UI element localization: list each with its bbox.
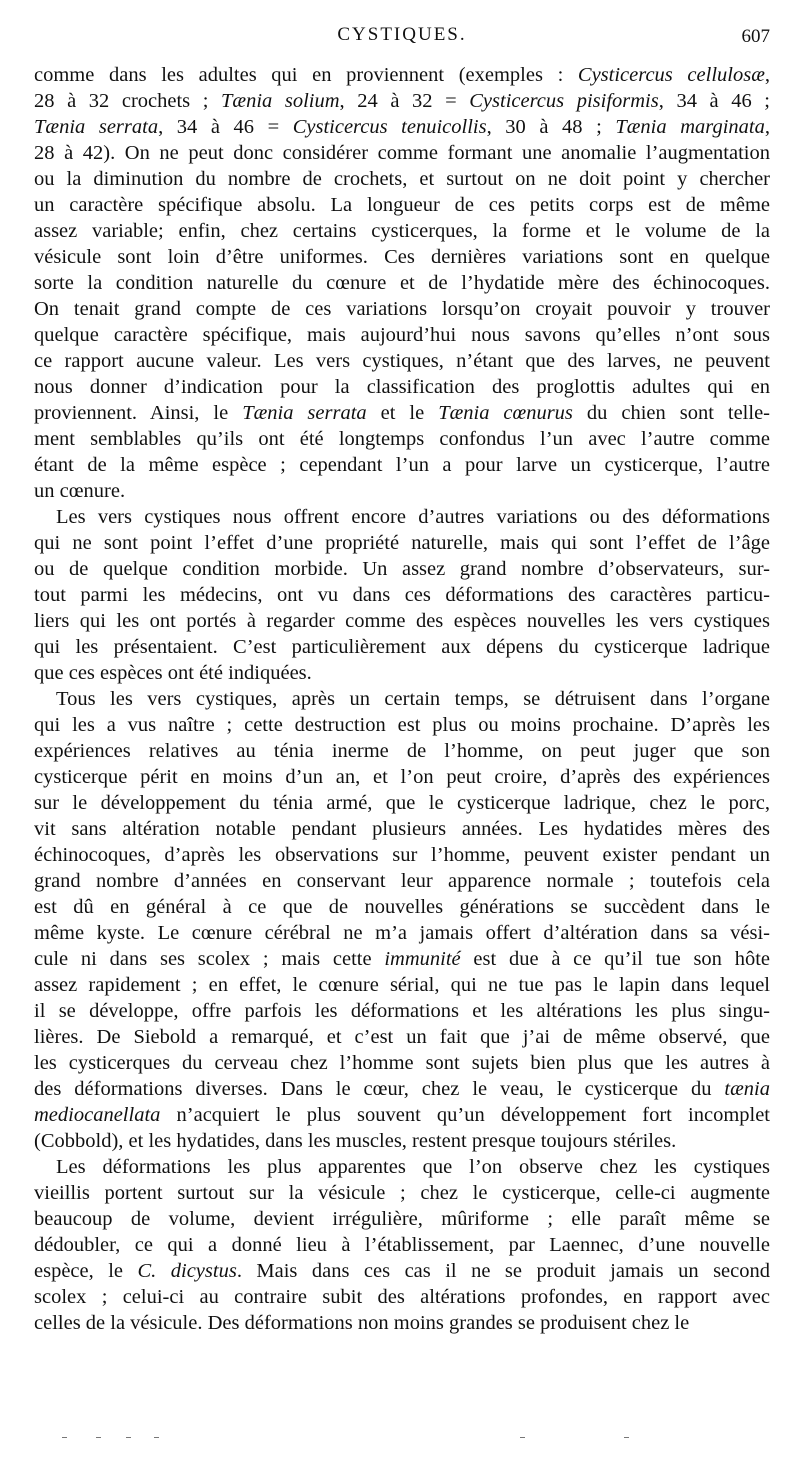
text-line: beaucoup de volume, devient irrégulière, mûriforme ; elle paraît même se [34, 1208, 770, 1230]
text-line: ou de quelque condition morbide. Un assez grand nombre d’observateurs, sur- [34, 558, 770, 580]
text-line: comme dans les adultes qui en proviennent (exemples : Cysticercus cellulosæ, [34, 64, 770, 86]
bottom-print-marks [34, 1432, 770, 1444]
text-line: un caractère spécifique absolu. La longueur de ces petits corps est de même [34, 194, 770, 216]
text-line: tout parmi les médecins, ont vu dans ces déformations des caractères particu- [34, 584, 770, 606]
text-line: dédoubler, ce qui a donné lieu à l’établissement, par Laennec, d’une nouvelle [34, 1234, 770, 1256]
text-line: les cysticerques du cerveau chez l’homme sont sujets bien plus que les autres à [34, 1052, 770, 1074]
text-line: qui ne sont point l’effet d’une propriété naturelle, mais qui sont l’effet de l’âge [34, 532, 770, 554]
paragraph [34, 62, 770, 504]
text-line: cysticerque périt en moins d’un an, et l’on peut croire, d’après des expériences [34, 766, 770, 788]
text-line: échinocoques, d’après les observations sur l’homme, peuvent exister pendant un [34, 844, 770, 866]
body-text [34, 62, 770, 1336]
text-line: On tenait grand compte de ces variations lorsqu’on croyait pouvoir y trouver [34, 298, 770, 320]
text-line: expériences relatives au ténia inerme de l’homme, on peut juger que son [34, 740, 770, 762]
text-line: assez rapidement ; en effet, le cœnure sérial, qui ne tue pas le lapin dans lequel [34, 974, 770, 996]
print-mark [624, 1437, 629, 1438]
print-mark [520, 1437, 525, 1438]
text-line: assez variable; enfin, chez certains cysticerques, la forme et le volume de la [34, 220, 770, 242]
text-line: lières. De Siebold a remarqué, et c’est un fait que j’ai de même observé, que [34, 1026, 770, 1048]
text-line: 28 à 42). On ne peut donc considérer comme formant une anomalie l’augmentation [34, 142, 770, 164]
text-line: proviennent. Ainsi, le Tænia serrata et le Tænia cœnurus du chien sont telle- [34, 402, 771, 424]
text-line: Tous les vers cystiques, après un certain temps, se détruisent dans l’organe [56, 688, 770, 710]
text-line: (Cobbold), et les hydatides, dans les muscles, restent presque toujours stériles. [34, 1130, 677, 1152]
text-line: un cœnure. [34, 480, 126, 502]
text-line: Les vers cystiques nous offrent encore d’autres variations ou des déformations [56, 506, 770, 528]
paragraph [34, 686, 770, 1154]
text-line: celles de la vésicule. Des déformations non moins grandes se produisent chez le [34, 1312, 690, 1334]
text-line: vésicule sont loin d’être uniformes. Ces dernières variations sont en quelque [34, 246, 770, 268]
text-line: Les déformations les plus apparentes que l’on observe chez les cystiques [56, 1156, 770, 1178]
page-header [34, 24, 770, 54]
text-line: grand nombre d’années en conservant leur apparence normale ; toutefois cela [34, 870, 770, 892]
print-mark [154, 1437, 159, 1438]
paragraph [34, 1154, 770, 1336]
text-line: Tænia serrata, 34 à 46 = Cysticercus tenuicollis, 30 à 48 ; Tænia marginata, [34, 116, 770, 138]
text-line: que ces espèces ont été indiquées. [34, 662, 312, 684]
text-line: qui les a vus naître ; cette destruction est plus ou moins prochaine. D’après les [34, 714, 770, 736]
text-line: cule ni dans ses scolex ; mais cette immunité est due à ce qu’il tue son hôte [34, 948, 770, 970]
text-line: espèce, le C. dicystus. Mais dans ces cas il ne se produit jamais un second [34, 1260, 771, 1282]
text-line: ment semblables qu’ils ont été longtemps confondus l’un avec l’autre comme [34, 428, 770, 450]
running-head: CYSTIQUES. [337, 24, 467, 45]
text-line: est dû en général à ce que de nouvelles générations se succèdent dans le [34, 896, 770, 918]
text-line: 28 à 32 crochets ; Tænia solium, 24 à 32 = Cysticercus pisiformis, 34 à 46 ; [34, 90, 771, 112]
text-line: vit sans altération notable pendant plusieurs années. Les hydatides mères des [34, 818, 770, 840]
text-line: il se développe, offre parfois les déformations et les altérations les plus singu- [34, 1000, 770, 1022]
text-line: étant de la même espèce ; cependant l’un a pour larve un cysticerque, l’autre [34, 454, 770, 476]
print-mark [62, 1437, 67, 1438]
text-line: mediocanellata n’acquiert le plus souvent qu’un développement fort incomplet [34, 1104, 770, 1126]
text-line: des déformations diverses. Dans le cœur, chez le veau, le cysticerque du tænia [34, 1078, 770, 1100]
text-line: sorte la condition naturelle du cœnure et de l’hydatide mère des échinocoques. [34, 272, 770, 294]
text-line: qui les présentaient. C’est particulièrement aux dépens du cysticerque ladrique [34, 636, 770, 658]
print-mark [126, 1437, 131, 1438]
text-line: scolex ; celui-ci au contraire subit des altérations profondes, en rapport avec [34, 1286, 770, 1308]
text-line: nous donner d’indication pour la classification des proglottis adultes qui en [34, 376, 770, 398]
text-line: sur le développement du ténia armé, que le cysticerque ladrique, chez le porc, [34, 792, 770, 814]
paragraph [34, 504, 770, 686]
page-number: 607 [741, 26, 770, 47]
text-line: liers qui les ont portés à regarder comme des espèces nouvelles les vers cystiques [34, 610, 770, 632]
print-mark [96, 1437, 101, 1438]
text-line: ou la diminution du nombre de crochets, et surtout on ne doit point y chercher [34, 168, 770, 190]
text-line: quelque caractère spécifique, mais aujourd’hui nous savons qu’elles n’ont sous [34, 324, 770, 346]
text-line: vieillis portent surtout sur la vésicule ; chez le cysticerque, celle-ci augmente [34, 1182, 770, 1204]
text-line: même kyste. Le cœnure cérébral ne m’a jamais offert d’altération dans sa vési- [34, 922, 770, 944]
text-line: ce rapport aucune valeur. Les vers cystiques, n’étant que des larves, ne peuvent [34, 350, 770, 372]
